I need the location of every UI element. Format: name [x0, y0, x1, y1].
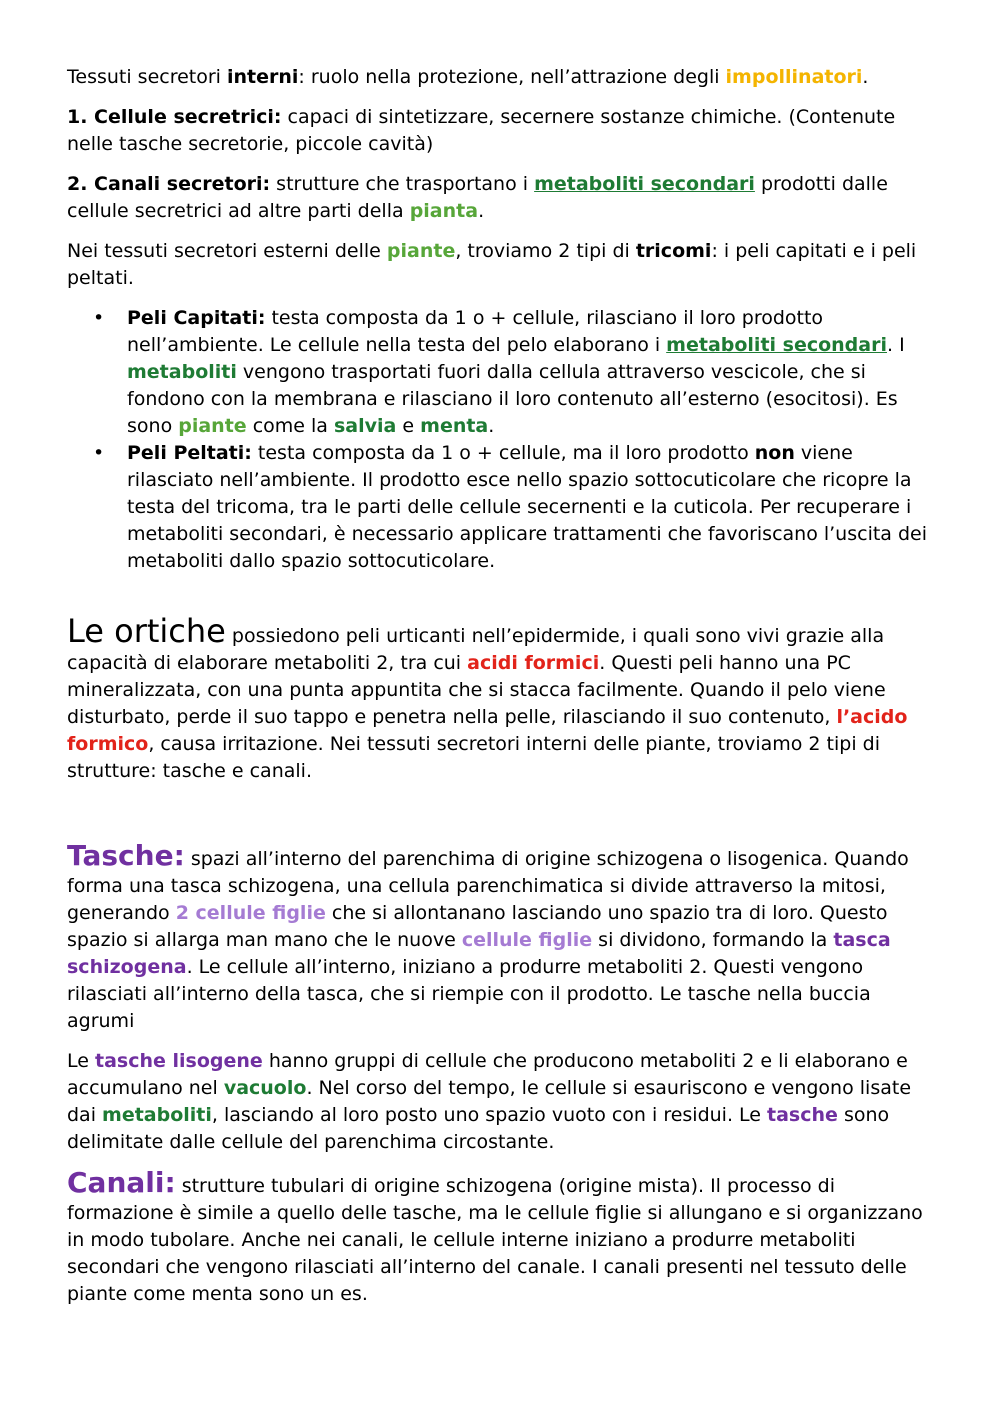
esterni-text: Nei tessuti secretori esterni delle: [67, 240, 387, 262]
non-bold: non: [754, 442, 795, 464]
tasche-lisogene-highlight: tasche lisogene: [94, 1050, 263, 1072]
canali-text: strutture tubulari di origine schizogena (origine mista). Il processo di formazione è simile a quello delle tasche, ma le cellule figlie si allungano e si organizzano in modo tubolare. Anche nei canali, le cellule interne iniziano a produrre metaboliti secondari che vengono rilasciati all’interno del canale. I canali presenti nel tessuto delle piante come menta sono un es.: [67, 1175, 923, 1305]
tasche-text: spazi all’interno del parenchima di origine schizogena o lisogenica. Quando forma una tasca schizogena, una cellula parenchimatica si divide attraverso la mitosi, generando: [67, 848, 909, 924]
peli-list: [67, 305, 937, 575]
canali-secretori-text: strutture che trasportano i: [270, 173, 535, 195]
lisogene-text: . Nel corso del tempo, le cellule si esauriscono e vengono lisate dai: [67, 1077, 912, 1126]
tricomi-bold: tricomi: [635, 240, 712, 262]
ortiche-text: . Questi peli hanno una PC mineralizzata, con una punta appuntita che si stacca facilmente. Quando il pelo viene disturbato, perde il suo tappo e penetra nella pelle, rilasciando il suo contenuto,: [67, 652, 886, 728]
peli-capitati-text: e: [396, 415, 421, 437]
peli-peltati-text: testa composta da 1 o + cellule, ma il loro prodotto: [251, 442, 755, 464]
canali-secretori-label: 2. Canali secretori:: [67, 173, 271, 195]
peli-peltati-label: Peli Peltati:: [127, 442, 252, 464]
bullet-icon: •: [93, 442, 105, 464]
tasche-heading: Tasche:: [67, 839, 185, 872]
metaboliti-highlight: metaboliti: [127, 361, 237, 383]
impollinatori-highlight: impollinatori: [725, 66, 863, 88]
cellule-secretrici-text: capaci di sintetizzare, secernere sostanze chimiche. (Contenute nelle tasche secretorie, piccole cavità): [67, 106, 896, 155]
cellule-secretrici-paragraph: [67, 104, 937, 158]
vacuolo-highlight: vacuolo: [223, 1077, 307, 1099]
lisogene-text: sono delimitate dalle cellule del parenchima circostante.: [67, 1104, 890, 1153]
ortiche-title: Le ortiche: [67, 612, 226, 650]
tasche-text: . Le cellule all’interno, iniziano a produrre metaboliti 2. Questi vengono rilasciati all’interno della tasca, che si riempie con il prodotto. Le tasche nella buccia agrumi: [67, 956, 871, 1032]
peli-capitati-text: . I: [887, 334, 905, 356]
acido-formico-highlight: l’acido formico: [67, 706, 908, 755]
acidi-formici-highlight: acidi formici: [467, 652, 600, 674]
canali-secretori-text: prodotti dalle cellule secretrici ad altre parti della: [67, 173, 888, 222]
menta-highlight: menta: [420, 415, 489, 437]
intro-text: : ruolo nella protezione, nell’attrazione degli: [298, 66, 726, 88]
tessuti-esterni-paragraph: [67, 238, 937, 292]
interni-bold: interni: [227, 66, 299, 88]
piante-highlight: piante: [178, 415, 247, 437]
tasche-text: si dividono, formando la: [592, 929, 834, 951]
tasche-lisogene-paragraph: [67, 1048, 937, 1156]
tasca-schizogena-highlight: tasca schizogena: [67, 929, 891, 978]
canali-secretori-text: .: [478, 200, 485, 222]
pianta-highlight: pianta: [409, 200, 479, 222]
cellule-figlie-highlight: 2 cellule figlie: [175, 902, 326, 924]
list-item-peli-capitati: [93, 305, 937, 440]
piante-highlight: piante: [386, 240, 456, 262]
ortiche-text: possiedono peli urticanti nell’epidermide, i quali sono vivi grazie alla capacità di elaborare metaboliti 2, tra cui: [67, 625, 885, 674]
canali-heading: Canali:: [67, 1166, 176, 1199]
lisogene-text: , lasciando al loro posto uno spazio vuoto con i residui. Le: [211, 1104, 768, 1126]
peli-capitati-text: .: [488, 415, 495, 437]
lisogene-text: Le: [67, 1050, 95, 1072]
intro-text: .: [862, 66, 869, 88]
canali-paragraph: [67, 1166, 937, 1308]
lisogene-text: hanno gruppi di cellule che producono metaboliti 2 e li elaborano e accumulano nel: [67, 1050, 908, 1099]
list-item-peli-peltati: [93, 440, 937, 575]
peli-capitati-text: come la: [246, 415, 334, 437]
ortiche-text: , causa irritazione. Nei tessuti secretori interni delle piante, troviamo 2 tipi di strutture: tasche e canali.: [67, 733, 880, 782]
metaboliti-secondari-link[interactable]: metaboliti secondari: [534, 173, 755, 195]
intro-text: Tessuti secretori: [67, 66, 227, 88]
document-page: [67, 64, 937, 1308]
bullet-icon: •: [93, 307, 105, 329]
peli-peltati-text: viene rilasciato nell’ambiente. Il prodotto esce nello spazio sottocuticolare che ricopre la testa del tricoma, tra le parti delle cellule secernenti e la cuticola. Per recuperare i metaboliti secondari, è necessario applicare trattamenti che favoriscano l’uscita dei metaboliti dallo spazio sottocuticolare.: [127, 442, 928, 572]
tasche-paragraph: [67, 839, 937, 1035]
esterni-text: , troviamo 2 tipi di: [455, 240, 636, 262]
ortiche-paragraph: [67, 612, 937, 785]
esterni-text: : i peli capitati e i peli peltati.: [67, 240, 917, 289]
metaboliti-secondari-link[interactable]: metaboliti secondari: [666, 334, 887, 356]
intro-paragraph: [67, 64, 937, 91]
tasche-text: che si allontanano lasciando uno spazio tra di loro. Questo spazio si allarga man mano che le nuove: [67, 902, 888, 951]
metaboliti-highlight: metaboliti: [102, 1104, 212, 1126]
cellule-figlie-highlight: cellule figlie: [461, 929, 593, 951]
tasche-highlight: tasche: [767, 1104, 838, 1126]
salvia-highlight: salvia: [333, 415, 397, 437]
peli-capitati-text: testa composta da 1 o + cellule, rilasciano il loro prodotto nell’ambiente. Le cellule nella testa del pelo elaborano i: [127, 307, 824, 356]
cellule-secretrici-label: 1. Cellule secretrici:: [67, 106, 282, 128]
peli-capitati-label: Peli Capitati:: [127, 307, 266, 329]
canali-secretori-paragraph: [67, 171, 937, 225]
peli-capitati-text: vengono trasportati fuori dalla cellula attraverso vescicole, che si fondono con la membrana e rilasciano il loro contenuto all’esterno (esocitosi). Es sono: [127, 361, 898, 437]
